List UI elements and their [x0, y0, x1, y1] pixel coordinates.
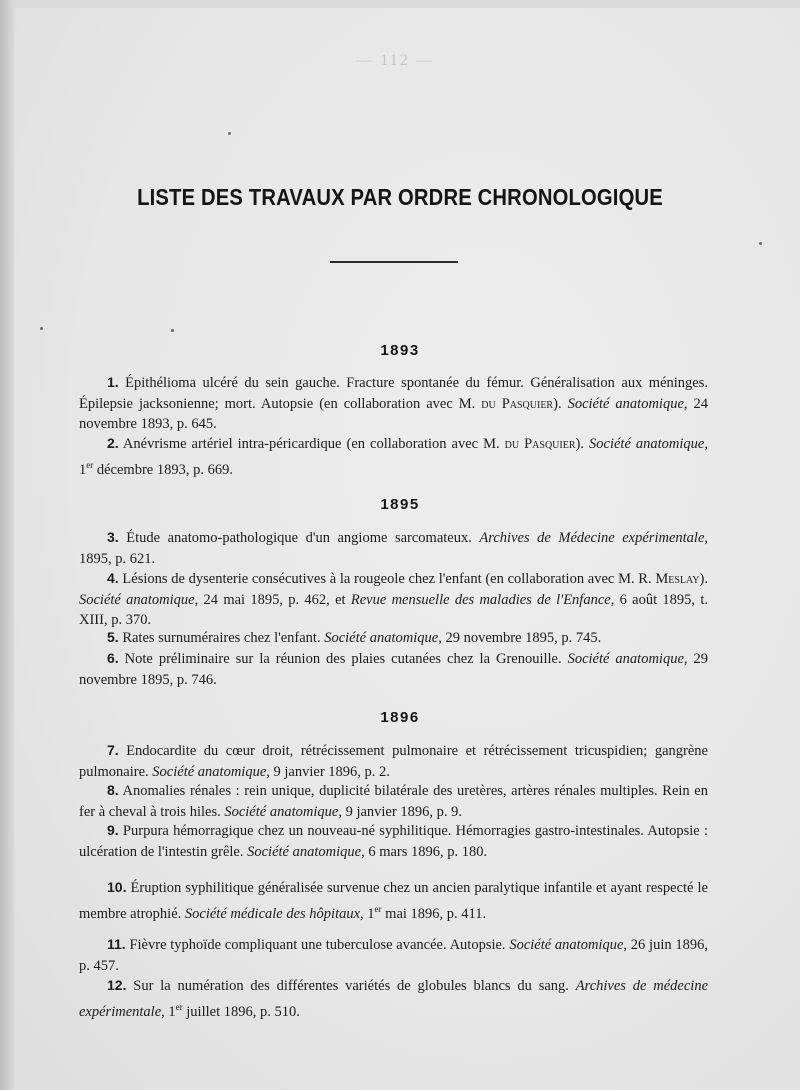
journal-title: Société anatomique [567, 651, 684, 667]
year-heading-1895: 1895 [380, 496, 420, 513]
journal-title: Archives de médecine expérimentale [79, 978, 709, 1020]
journal-title: Société médicale des hôpitaux [184, 905, 361, 922]
entry-text: , 6 août 1895, t. XIII, p. 370. [79, 591, 708, 628]
entry-text: Fièvre typhoïde compliquant une tuberculose avancée. Autopsie. [125, 937, 510, 953]
ordinal-suffix: er [175, 1001, 183, 1012]
entry-text: , 24 mai 1895, p. 462, et [194, 591, 351, 608]
entry-text: mai 1896, p. 411. [381, 905, 487, 922]
title-divider [330, 261, 458, 263]
page-title: LISTE DES TRAVAUX PAR ORDRE CHRONOLOGIQUE [137, 184, 663, 210]
year-heading-1893: 1893 [380, 342, 420, 359]
entry-1 [79, 372, 708, 435]
entry-number: 8. [107, 782, 119, 798]
entry-10 [79, 877, 708, 924]
entry-number: 10. [107, 879, 127, 895]
entry-8 [79, 780, 708, 822]
journal-title: Société anatomique [152, 763, 267, 780]
entry-number: 2. [107, 435, 119, 451]
entry-text: décembre 1893, p. 669. [93, 461, 233, 478]
entry-text: , 1895, p. 621. [79, 530, 709, 567]
entry-text: Étude anatomo-pathologique d'un angiome sarcomateux. [118, 530, 480, 546]
entry-text: , 29 novembre 1895, p. 745. [438, 630, 602, 646]
journal-title: Archives de Médecine expérimentale [479, 530, 705, 546]
entry-number: 11. [107, 936, 126, 952]
journal-title: Société anatomique [79, 591, 195, 608]
entry-text: Note préliminaire sur la réunion des plaies cutanées chez la Grenouille. [118, 651, 568, 667]
entry-9 [79, 820, 708, 862]
page-number: — 112 — [356, 52, 434, 69]
entry-number: 1. [107, 374, 119, 390]
author-name: Meslay [655, 571, 700, 587]
year-heading-1896: 1896 [380, 709, 420, 726]
journal-title: Société anatomique [324, 630, 439, 646]
entry-text: , 9 janvier 1896, p. 9. [338, 803, 462, 820]
entry-text: Lésions de dysenterie consécutives à la rougeole chez l'enfant (en collaboration avec M. R. [118, 571, 656, 587]
entry-number: 3. [107, 529, 119, 545]
entry-text: , 24 novembre 1893, p. 645. [79, 395, 709, 432]
entry-text: , 1 [79, 436, 708, 478]
entry-3 [79, 527, 708, 569]
scan-speck [228, 132, 231, 135]
entry-4 [79, 568, 708, 631]
entry-number: 5. [107, 629, 119, 645]
ordinal-suffix: er [86, 459, 94, 470]
entry-text: Sur la numération des différentes variétés de globules blancs du sang. [126, 978, 576, 994]
entry-text: ). [699, 571, 708, 587]
entry-text: juillet 1896, p. 510. [182, 1003, 300, 1020]
entry-text: Rates surnuméraires chez l'enfant. [118, 630, 325, 646]
entry-text: , 6 mars 1896, p. 180. [361, 843, 488, 860]
entry-11 [79, 934, 708, 976]
author-name: du Pasquier [504, 436, 576, 452]
ordinal-suffix: er [374, 903, 382, 914]
journal-title: Société anatomique [589, 436, 705, 452]
entry-number: 4. [107, 570, 119, 586]
scan-speck [171, 329, 174, 332]
journal-title: Société anatomique [247, 843, 362, 860]
page-edge-shadow [0, 0, 14, 1090]
entry-text: Purpura hémorragique chez un nouveau-né syphilitique. Hémorragies gastro-intestinales. Autopsie : ulcération de l'intestin grêle. [79, 823, 708, 860]
entry-text: , 1 [161, 1003, 176, 1020]
entry-text: Endocardite du cœur droit, rétrécissement pulmonaire et rétrécissement tricuspidien; gangrène pulmonaire. [79, 743, 708, 780]
entry-text: Éruption syphilitique généralisée survenue chez un ancien paralytique infantile et ayant respecté le membre atrophié. [79, 880, 708, 922]
entry-5 [79, 627, 708, 649]
entry-text: Anévrisme artériel intra-péricardique (en collaboration avec M. [118, 436, 505, 452]
entry-text: , 29 novembre 1895, p. 746. [79, 651, 709, 688]
author-name: du Pasquier [481, 395, 554, 412]
entry-text: Épithélioma ulcéré du sein gauche. Fracture spontanée du fémur. Généralisation aux méninges. Épilepsie jacksonienne; mort. Autopsie (en collaboration avec M. [79, 375, 708, 412]
scan-speck [759, 242, 762, 245]
entry-text: Anomalies rénales : rein unique, duplicité bilatérale des uretères, artères rénales multiples. Rein en fer à cheval à trois hiles. [79, 783, 708, 820]
entry-text: , 26 juin 1896, p. 457. [79, 937, 708, 974]
scan-speck [40, 327, 43, 330]
entry-6 [79, 648, 708, 690]
entry-12 [79, 975, 708, 1022]
entry-2 [79, 433, 708, 480]
entry-number: 7. [107, 742, 119, 758]
entry-number: 12. [107, 977, 127, 993]
journal-title: Société anatomique [224, 803, 339, 820]
entry-text: ). [575, 436, 590, 452]
journal-title: Société anatomique [509, 937, 624, 953]
entry-text: ). [553, 395, 568, 412]
journal-title: Revue mensuelle des maladies de l'Enfance [350, 591, 611, 608]
journal-title: Société anatomique [567, 395, 684, 412]
entry-text: , 9 janvier 1896, p. 2. [266, 763, 390, 780]
entry-number: 6. [107, 650, 119, 666]
entry-number: 9. [107, 822, 119, 838]
entry-text: , 1 [360, 905, 375, 922]
entry-7 [79, 740, 708, 782]
